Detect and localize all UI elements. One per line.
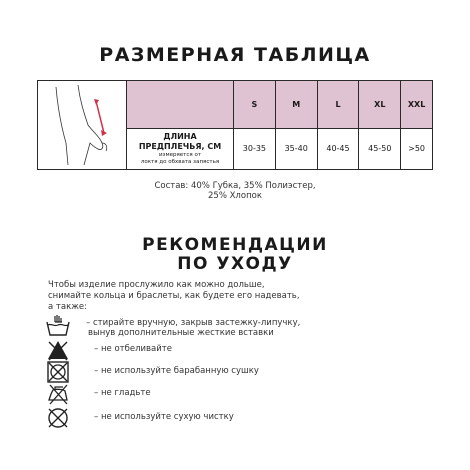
measure-note-line2: локтя до обхвата запястья: [140, 158, 220, 165]
measure-label-line1: ДЛИНА: [163, 131, 197, 141]
size-table: [37, 80, 433, 170]
care-text: – не используйте барабанную сушку: [94, 366, 259, 376]
forearm-icon: [38, 81, 126, 167]
size-header-spacer: [127, 81, 234, 129]
intro-line2: снимайте кольца и браслеты, как будете его надевать,: [48, 291, 300, 301]
care-title: [0, 236, 470, 274]
forearm-illustration: [38, 81, 127, 170]
no-dry-clean-icon: [46, 406, 70, 430]
size-value: 35-40: [275, 128, 317, 169]
size-value: 40-45: [317, 128, 359, 169]
no-bleach-icon: [46, 338, 70, 362]
intro-line3: а также:: [48, 302, 87, 312]
care-text: – не гладьте: [94, 388, 151, 398]
care-text-line2: вынув дополнительные жесткие вставки: [88, 328, 274, 338]
size-header: XXL: [401, 81, 433, 129]
care-text-line1: – стирайте вручную, закрыв застежку-липучку,: [86, 318, 301, 328]
composition-line2: 25% Хлопок: [208, 191, 262, 201]
care-title-line1: РЕКОМЕНДАЦИИ: [142, 235, 328, 255]
size-value: 45-50: [359, 128, 401, 169]
size-header: S: [234, 81, 276, 129]
hand-wash-icon: [46, 314, 70, 338]
measure-arrow-icon: [96, 101, 104, 133]
composition: [0, 181, 470, 201]
no-tumble-dry-icon: [46, 360, 70, 384]
intro-line1: Чтобы изделие прослужило как можно дольше,: [48, 280, 265, 290]
page-title: РАЗМЕРНАЯ ТАБЛИЦА: [99, 44, 371, 66]
care-text: [86, 318, 300, 338]
measure-label-line2: ПРЕДПЛЕЧЬЯ, СМ: [138, 141, 222, 151]
size-value: >50: [401, 128, 433, 169]
care-text: – не используйте сухую чистку: [94, 412, 234, 422]
care-intro: [48, 280, 428, 313]
size-value: 30-35: [234, 128, 276, 169]
no-iron-icon: [46, 382, 70, 406]
composition-line1: Состав: 40% Губка, 35% Полиэстер,: [154, 181, 316, 191]
measure-note-line1: измеряется от: [158, 151, 202, 158]
size-header: M: [275, 81, 317, 129]
care-text: – не отбеливайте: [94, 344, 172, 354]
size-header: XL: [359, 81, 401, 129]
size-header: L: [317, 81, 359, 129]
measure-label: [127, 128, 234, 169]
care-title-line2: ПО УХОДУ: [177, 254, 293, 274]
